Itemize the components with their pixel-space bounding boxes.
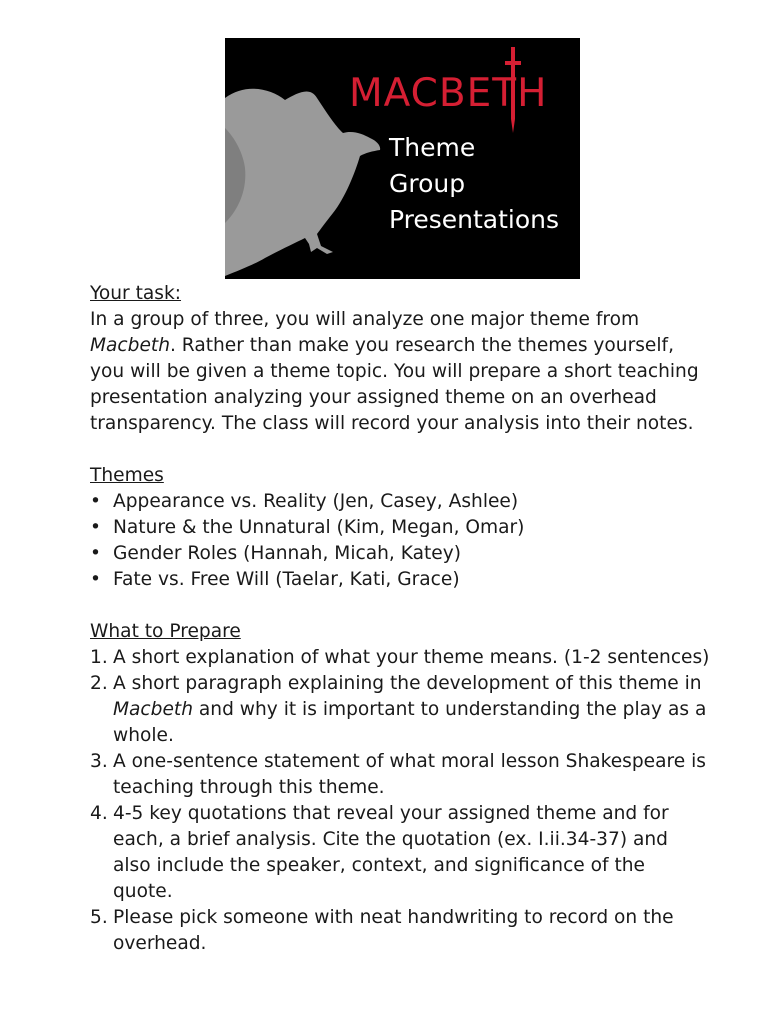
document-body	[90, 281, 710, 957]
play-title: Macbeth	[113, 699, 193, 720]
prepare-item	[90, 671, 710, 749]
prepare-item	[90, 801, 710, 905]
banner-subtitle	[389, 130, 559, 238]
task-text-before: In a group of three, you will analyze one major theme from	[90, 309, 640, 330]
task-text-after: . Rather than make you research the themes yourself, you will be given a theme topic. You will prepare a short teaching presentation analyzing your assigned theme on an overhead transparency. The class will record your analysis into their notes.	[90, 335, 699, 434]
task-paragraph	[90, 307, 710, 437]
bullet: •	[90, 569, 101, 590]
prepare-heading: What to Prepare	[90, 621, 241, 642]
task-heading: Your task:	[90, 283, 182, 304]
theme-item	[90, 489, 710, 515]
banner-brand-title: MACBETH	[349, 71, 548, 116]
theme-item	[90, 515, 710, 541]
item-number: 4.	[90, 803, 108, 824]
themes-heading: Themes	[90, 465, 164, 486]
macbeth-banner	[225, 38, 580, 279]
prepare-item	[90, 645, 710, 671]
item-text-after: and why it is important to understanding the play as a whole.	[113, 699, 707, 746]
bullet: •	[90, 517, 101, 538]
prepare-item	[90, 905, 710, 957]
themes-list	[90, 489, 710, 593]
spacer	[90, 593, 710, 619]
item-text: Please pick someone with neat handwriting to record on the overhead.	[113, 907, 674, 954]
item-number: 3.	[90, 751, 108, 772]
prepare-list	[90, 645, 710, 957]
theme-text: Nature & the Unnatural (Kim, Megan, Omar)	[113, 517, 525, 538]
banner-subtitle-line: Presentations	[389, 205, 560, 234]
theme-text: Fate vs. Free Will (Taelar, Kati, Grace)	[113, 569, 460, 590]
item-text: A one-sentence statement of what moral lesson Shakespeare is teaching through this theme.	[113, 751, 706, 798]
bullet: •	[90, 491, 101, 512]
banner-subtitle-line: Group	[389, 169, 466, 198]
item-text: A short paragraph explaining the development of this theme in	[113, 673, 702, 694]
play-title: Macbeth	[90, 335, 170, 356]
theme-item	[90, 567, 710, 593]
bullet: •	[90, 543, 101, 564]
theme-item	[90, 541, 710, 567]
item-number: 1.	[90, 647, 108, 668]
banner-subtitle-line: Theme	[389, 133, 476, 162]
prepare-item	[90, 749, 710, 801]
theme-text: Appearance vs. Reality (Jen, Casey, Ashlee)	[113, 491, 519, 512]
item-number: 2.	[90, 673, 108, 694]
item-text: 4-5 key quotations that reveal your assigned theme and for each, a brief analysis. Cite the quotation (ex. I.ii.34-37) and also include the speaker, context, and significance of the quote.	[113, 803, 669, 902]
item-text: A short explanation of what your theme means. (1-2 sentences)	[113, 647, 710, 668]
spacer	[90, 437, 710, 463]
theme-text: Gender Roles (Hannah, Micah, Katey)	[113, 543, 461, 564]
item-number: 5.	[90, 907, 108, 928]
